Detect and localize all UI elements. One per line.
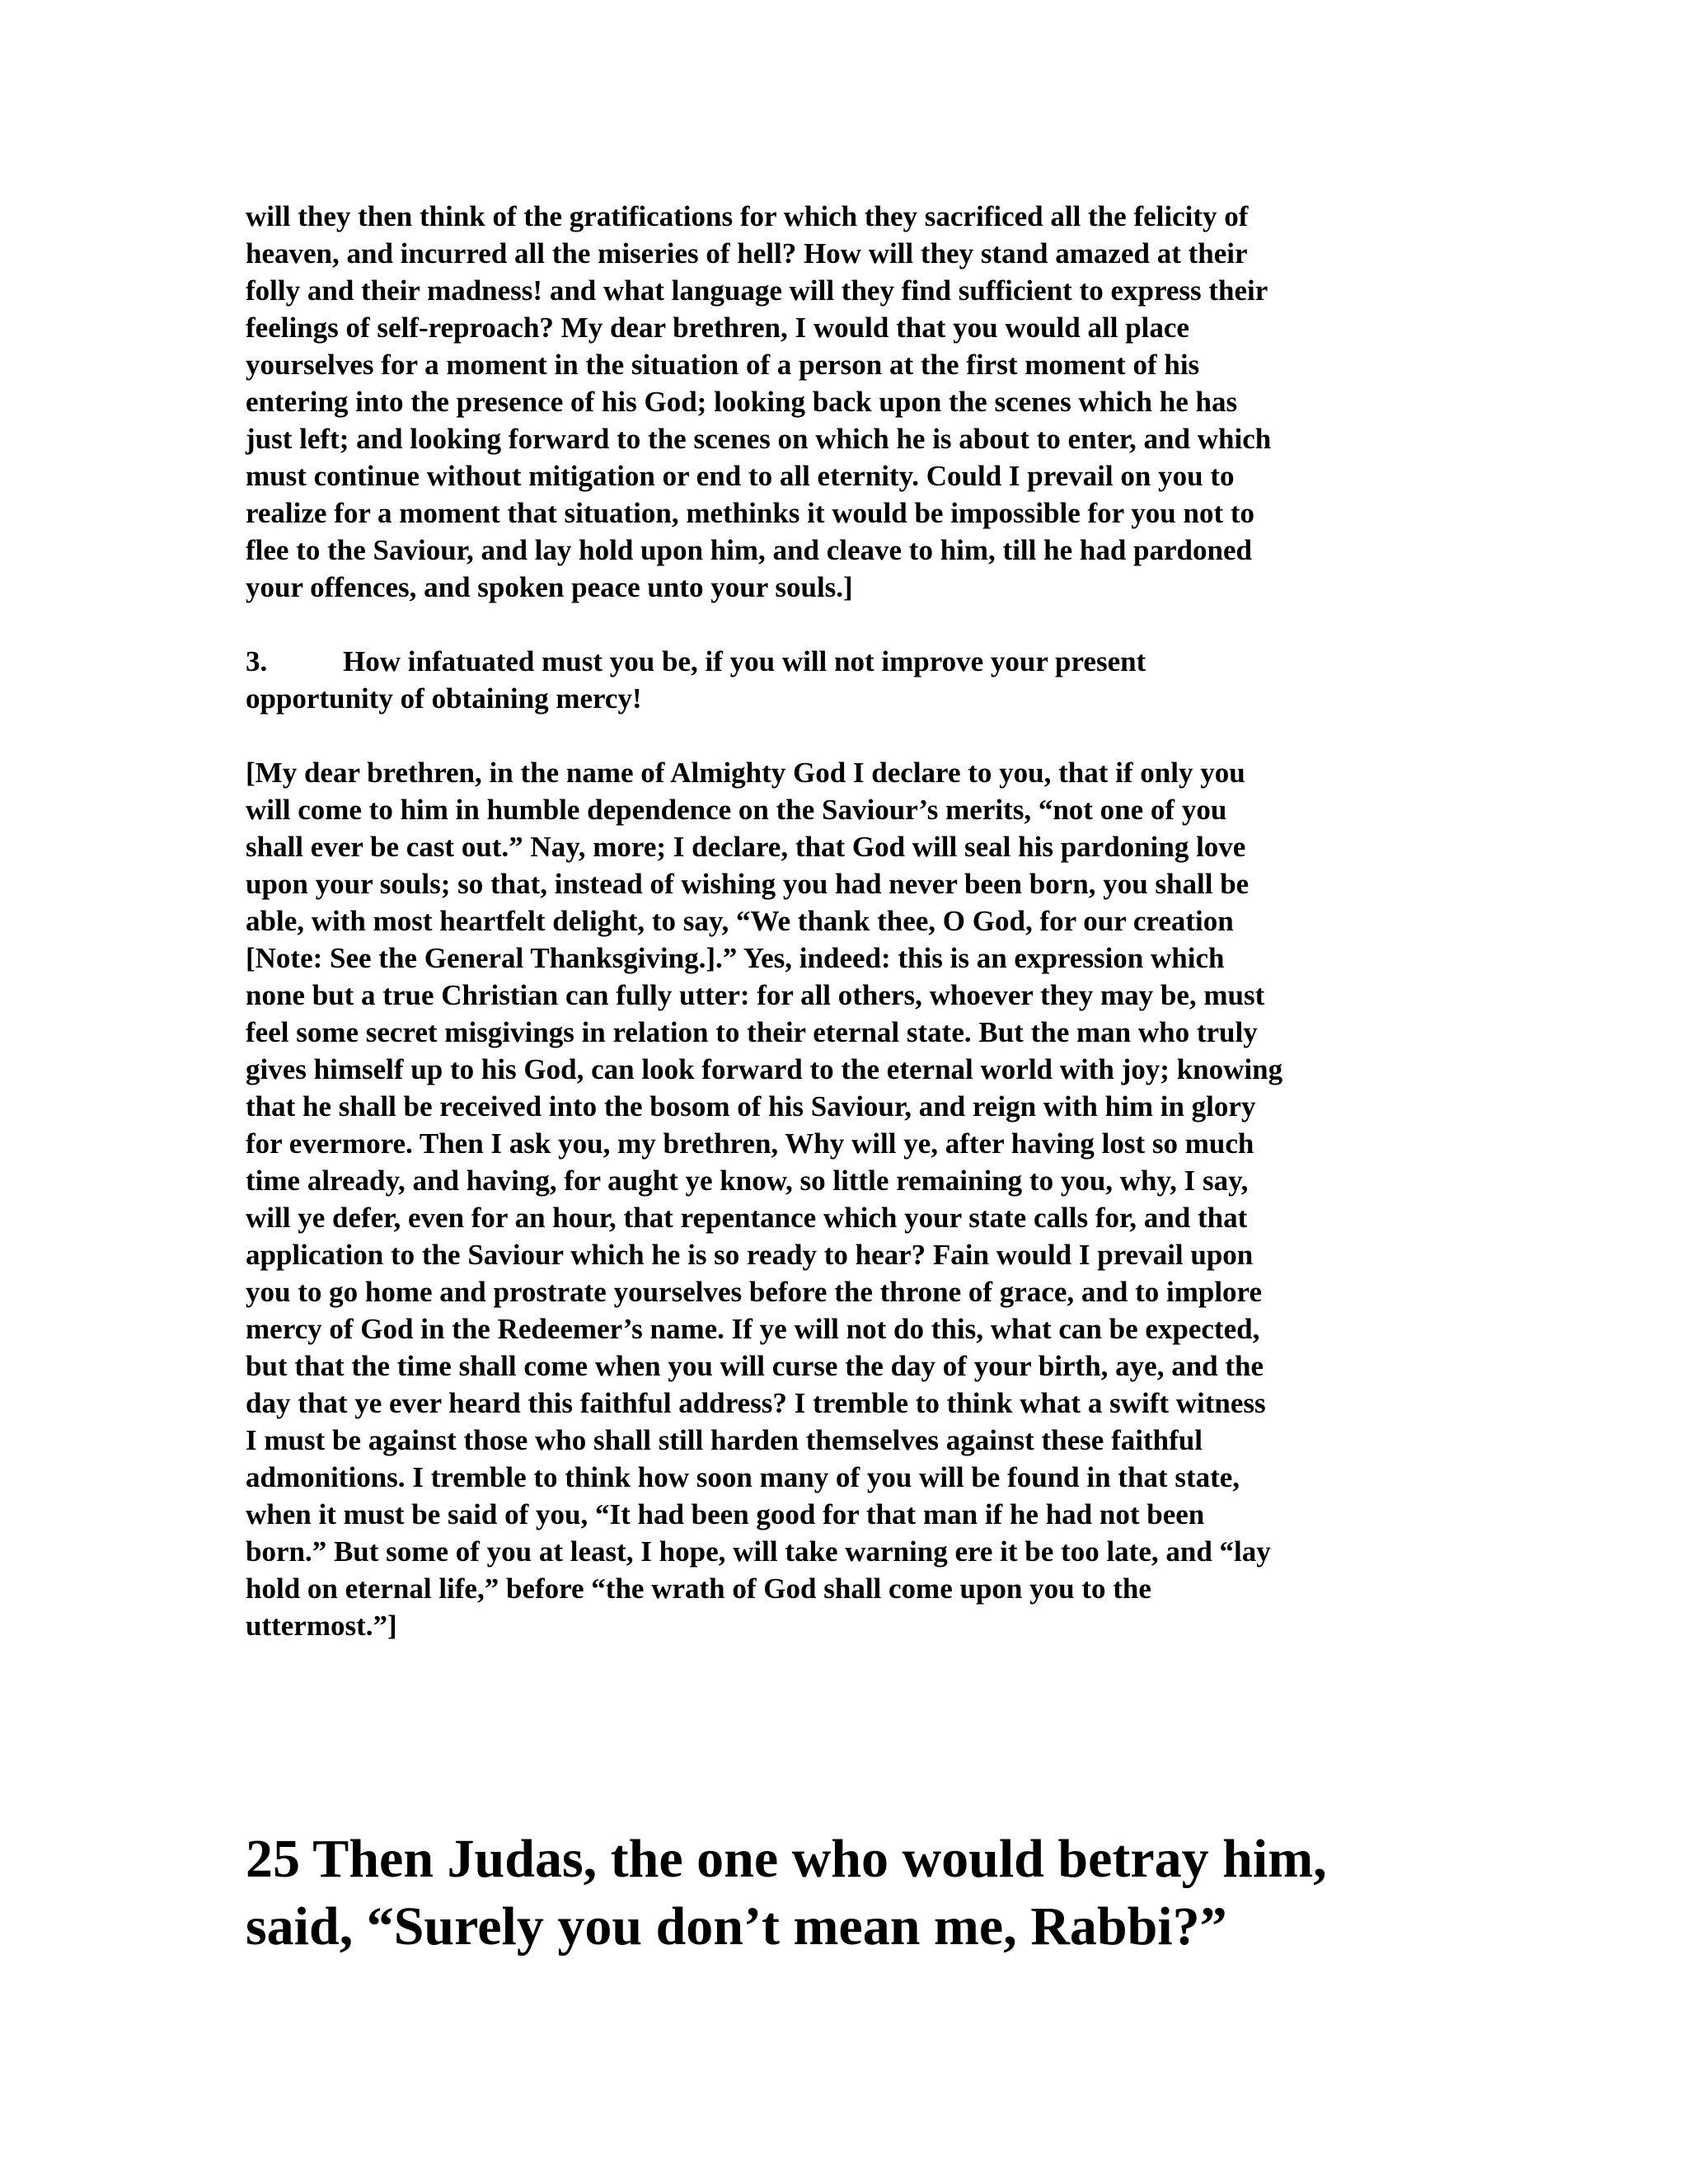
text-line: time already, and having, for aught ye know, so little remaining to you, why, I say, bbox=[246, 1165, 1249, 1197]
text-line: your offences, and spoken peace unto your souls.] bbox=[246, 571, 853, 603]
text-line: shall ever be cast out.” Nay, more; I declare, that God will seal his pardoning love bbox=[246, 831, 1246, 863]
paragraph-1 bbox=[246, 198, 1449, 606]
heading-line: said, “Surely you don’t mean me, Rabbi?” bbox=[246, 1896, 1227, 1957]
text-line: admonitions. I tremble to think how soon many of you will be found in that state, bbox=[246, 1461, 1240, 1493]
text-line: for evermore. Then I ask you, my brethren, Why will ye, after having lost so much bbox=[246, 1127, 1254, 1160]
text-line: realize for a moment that situation, methinks it would be impossible for you not to bbox=[246, 497, 1255, 529]
text-line: none but a true Christian can fully utter: for all others, whoever they may be, must bbox=[246, 979, 1265, 1011]
text-line: you to go home and prostrate yourselves before the throne of grace, and to implore bbox=[246, 1276, 1262, 1308]
text-line: [Note: See the General Thanksgiving.].” Yes, indeed: this is an expression which bbox=[246, 942, 1225, 974]
text-line: able, with most heartfelt delight, to say, “We thank thee, O God, for our creation bbox=[246, 905, 1234, 937]
verse-heading bbox=[246, 1825, 1449, 1961]
text-line: will they then think of the gratifications for which they sacrificed all the felicity of bbox=[246, 200, 1249, 232]
text-line: will ye defer, even for an hour, that repentance which your state calls for, and that bbox=[246, 1202, 1248, 1234]
text-line: yourselves for a moment in the situation of a person at the first moment of his bbox=[246, 349, 1200, 381]
text-line: day that ye ever heard this faithful address? I tremble to think what a swift witness bbox=[246, 1387, 1266, 1419]
text-line: but that the time shall come when you will curse the day of your birth, aye, and the bbox=[246, 1350, 1264, 1382]
point-number: 3. bbox=[246, 645, 268, 677]
point-3-heading bbox=[246, 643, 1449, 717]
text-line: must continue without mitigation or end to all eternity. Could I prevail on you to bbox=[246, 460, 1235, 492]
text-line: mercy of God in the Redeemer’s name. If ye will not do this, what can be expected, bbox=[246, 1313, 1260, 1345]
text-line: feel some secret misgivings in relation to their eternal state. But the man who truly bbox=[246, 1016, 1258, 1048]
text-line: gives himself up to his God, can look forward to the eternal world with joy; knowing bbox=[246, 1053, 1283, 1085]
page-content bbox=[246, 198, 1449, 1644]
text-line: hold on eternal life,” before “the wrath of God shall come upon you to the bbox=[246, 1572, 1151, 1605]
text-line: when it must be said of you, “It had been good for that man if he had not been bbox=[246, 1498, 1205, 1530]
text-line bbox=[246, 643, 1449, 680]
text-line: entering into the presence of his God; looking back upon the scenes which he has bbox=[246, 386, 1238, 418]
text-line: [My dear brethren, in the name of Almighty God I declare to you, that if only you bbox=[246, 757, 1245, 789]
text-line: born.” But some of you at least, I hope, will take warning ere it be too late, and “lay bbox=[246, 1535, 1271, 1568]
text-line: folly and their madness! and what language will they find sufficient to express their bbox=[246, 274, 1268, 307]
text-line: I must be against those who shall still harden themselves against these faithful bbox=[246, 1424, 1203, 1456]
text-line: uttermost.”] bbox=[246, 1610, 397, 1642]
text-line: that he shall be received into the bosom of his Saviour, and reign with him in glory bbox=[246, 1090, 1256, 1122]
paragraph-3 bbox=[246, 754, 1449, 1644]
point-text: How infatuated must you be, if you will not improve your present bbox=[343, 645, 1146, 677]
heading-line: 25 Then Judas, the one who would betray him, bbox=[246, 1829, 1327, 1889]
text-line: just left; and looking forward to the scenes on which he is about to enter, and which bbox=[246, 423, 1272, 455]
text-line: flee to the Saviour, and lay hold upon him, and cleave to him, till he had pardoned bbox=[246, 534, 1252, 566]
text-line: opportunity of obtaining mercy! bbox=[246, 682, 642, 715]
text-line: upon your souls; so that, instead of wishing you had never been born, you shall be bbox=[246, 868, 1250, 900]
text-line: heaven, and incurred all the miseries of hell? How will they stand amazed at their bbox=[246, 237, 1248, 269]
text-line: feelings of self-reproach? My dear brethren, I would that you would all place bbox=[246, 312, 1189, 344]
text-line: application to the Saviour which he is so ready to hear? Fain would I prevail upon bbox=[246, 1239, 1254, 1271]
text-line: will come to him in humble dependence on the Saviour’s merits, “not one of you bbox=[246, 794, 1227, 826]
